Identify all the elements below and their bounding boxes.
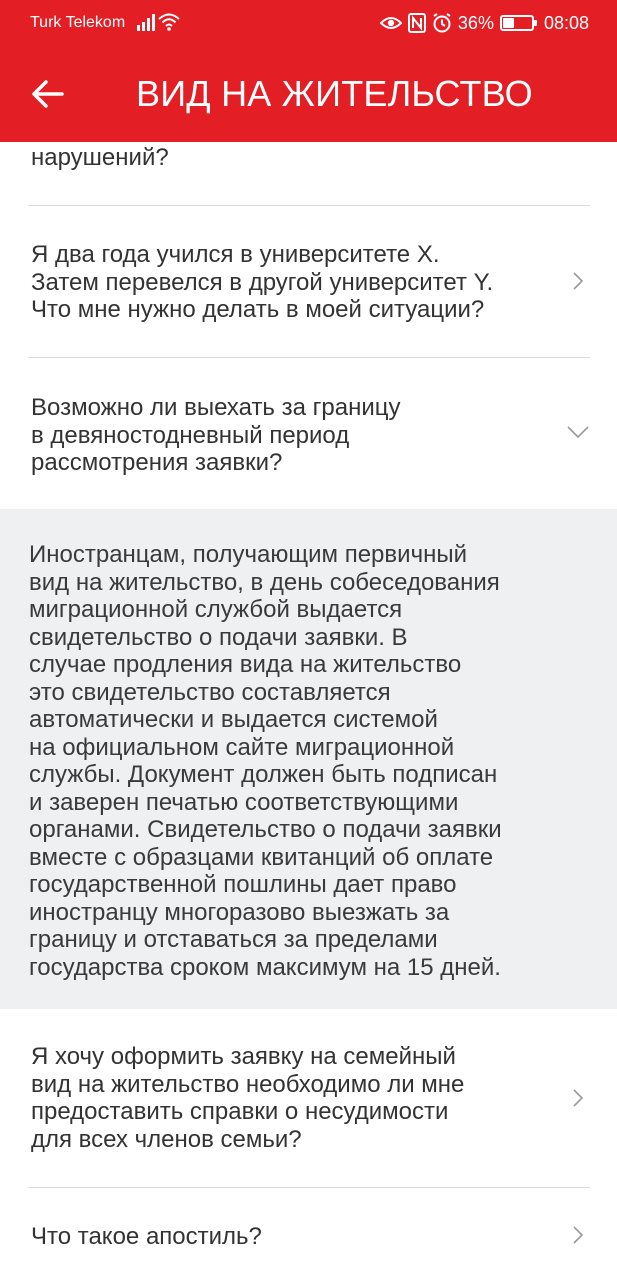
carrier-name: Turk Telekom: [30, 14, 126, 31]
nfc-icon: [408, 13, 426, 33]
battery-icon: [500, 15, 534, 31]
faq-item-family-residence[interactable]: [0, 1009, 617, 1187]
chevron-right-icon: [569, 1089, 587, 1107]
eye-icon: [380, 15, 402, 31]
faq-question-partial: нарушений?: [31, 144, 169, 171]
app-header: [0, 0, 617, 142]
faq-question: Я два года учился в университете X. Затем перевелся в другой университет Y. Что мне нужно делать в моей ситуации?: [31, 241, 494, 323]
chevron-right-icon: [569, 272, 587, 290]
faq-item-apostille[interactable]: [0, 1188, 617, 1280]
faq-item-travel-abroad[interactable]: [0, 358, 617, 509]
faq-question: Я хочу оформить заявку на семейный вид на жительство необходимо ли мне предоставить справки о несудимости для всех членов семьи?: [31, 1043, 465, 1153]
faq-question: Возможно ли выехать за границу в девяностодневный период рассмотрения заявки?: [31, 394, 401, 476]
back-arrow-icon[interactable]: [28, 74, 68, 114]
faq-item-transfer-university[interactable]: [0, 206, 617, 357]
chevron-down-icon: [567, 425, 589, 439]
faq-question: Что такое апостиль?: [31, 1223, 262, 1250]
battery-percent: 36%: [457, 12, 494, 33]
wifi-icon: [158, 12, 180, 32]
chevron-right-icon: [569, 1226, 587, 1244]
status-bar: [0, 0, 617, 46]
signal-icon: [136, 12, 156, 32]
faq-answer-text: Иностранцам, получающим первичный вид на жительство, в день собеседования миграционной службой выдается свидетельство о подачи заявки. В случае продления вида на жительство это свидетельство составляется автоматически и выдается системой на официальном сайте миграционной службы. Документ должен быть подписан и заверен печатью соответствующими органами. Свидетельство о подачи заявки вместе с образцами квитанций об оплате государственной пошлины дает право иностранцу многоразово выезжать за границу и отставаться за пределами государства сроком максимум на 15 дней.: [29, 541, 502, 981]
alarm-icon: [432, 13, 452, 33]
status-time: 08:08: [543, 12, 589, 33]
page-title: ВИД НА ЖИТЕЛЬСТВО: [136, 73, 533, 114]
